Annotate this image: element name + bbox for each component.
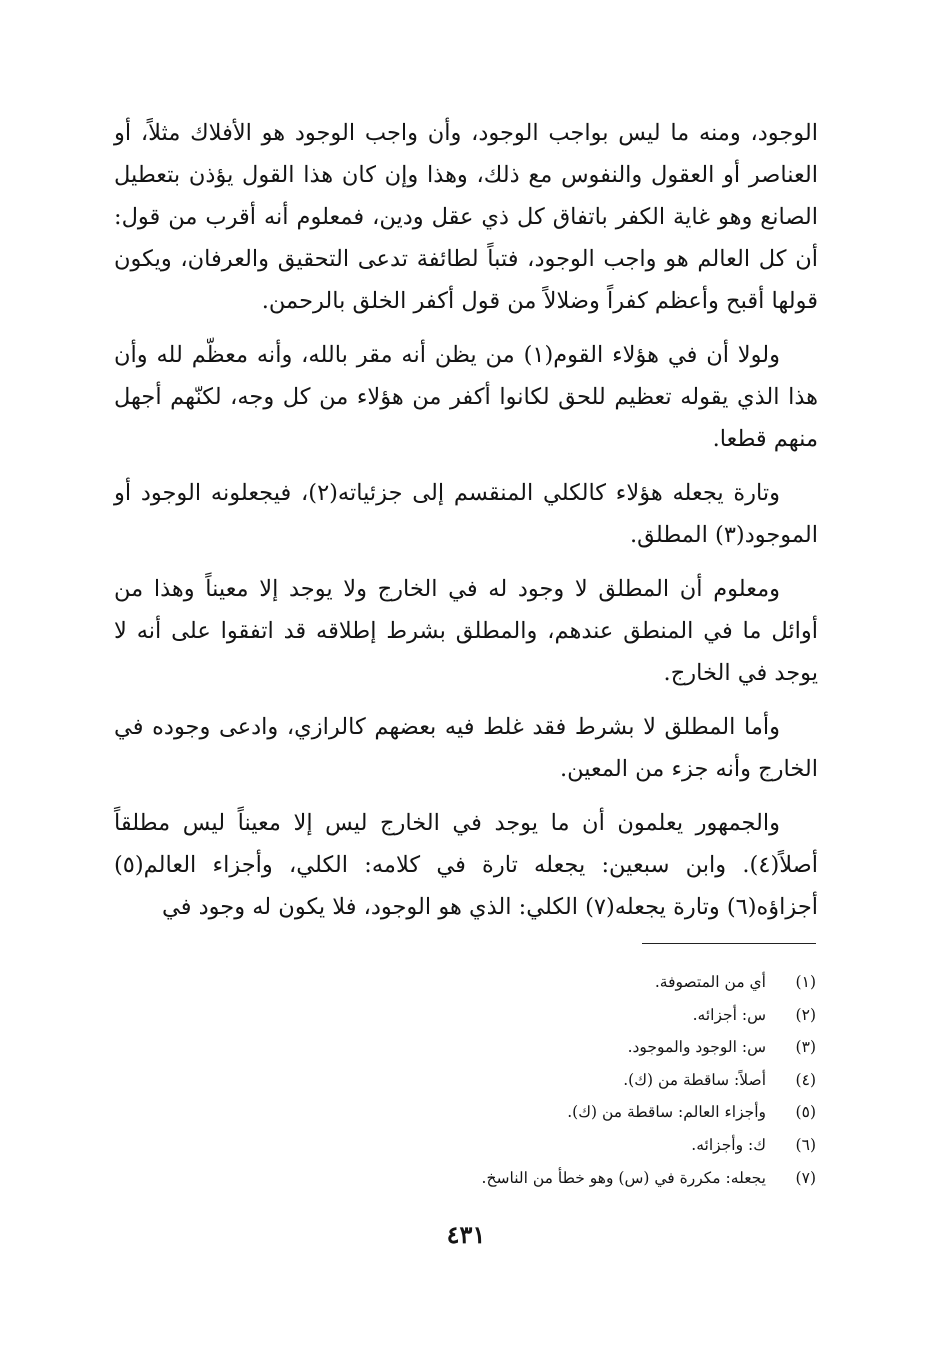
footnote-number: (٣)	[795, 1038, 816, 1057]
footnote-item	[256, 966, 816, 999]
paragraph-5: وأما المطلق لا بشرط فقد غلط فيه بعضهم كالرازي، وادعى وجوده في الخارج وأنه جزء من المعين.	[114, 714, 818, 782]
footnote-item	[256, 1031, 816, 1064]
paragraph-1: الوجود، ومنه ما ليس بواجب الوجود، وأن واجب الوجود هو الأفلاك مثلاً، أو العناصر أو العقول والنفوس مع ذلك، وهذا وإن كان هذا القول يؤذن بتعطيل الصانع وهو غاية الكفر باتفاق كل ذي عقل ودين، فمعلوم أنه أقرب من قول: أن كل العالم هو واجب الوجود، فتباً لطائفة تدعى التحقيق والعرفان، ويكون قولها أقبح وأعظم كفراً وضلالاً من قول أكفر الخلق بالرحمن.	[114, 120, 818, 314]
paragraph-6: والجمهور يعلمون أن ما يوجد في الخارج ليس إلا معيناً ليس مطلقاً أصلاً(٤). وابن سبعين: يجعله تارة في كلامه: الكلي، وأجزاء العالم(٥) أجزاؤه(٦) وتارة يجعله(٧) الكلي: الذي هو الوجود، فلا يكون له وجود في	[114, 810, 818, 920]
footnote-text: أصلاً: ساقطة من (ك).	[623, 1070, 766, 1089]
footnote-text: يجعله: مكررة في (س) وهو خطأ من الناسخ.	[481, 1168, 766, 1187]
footnote-item	[256, 1096, 816, 1129]
footnote-number: (٦)	[795, 1135, 816, 1154]
footnote-item	[256, 999, 816, 1032]
footnote-item	[256, 1129, 816, 1162]
footnote-number: (٥)	[795, 1103, 816, 1122]
footnote-number: (١)	[795, 973, 816, 991]
footnote-number: (٤)	[795, 1070, 816, 1089]
footnote-divider	[642, 943, 816, 944]
footnote-text: س: الوجود والموجود.	[627, 1038, 766, 1057]
footnote-number: (٢)	[795, 1005, 816, 1024]
footnote-item	[256, 1064, 816, 1097]
footnote-text: أي من المتصوفة.	[654, 973, 766, 991]
footnote-text: ك: وأجزائه.	[691, 1135, 766, 1154]
paragraph-4: ومعلوم أن المطلق لا وجود له في الخارج ولا يوجد إلا معيناً وهذا من أوائل ما في المنطق عندهم، والمطلق بشرط إطلاقه قد اتفقوا على أنه لا يوجد في الخارج.	[114, 576, 818, 686]
footnote-text: وأجزاء العالم: ساقطة من (ك).	[567, 1103, 766, 1122]
footnotes	[256, 966, 816, 1194]
page-number: ٤٣١	[446, 1220, 486, 1249]
paragraph-2: ولولا أن في هؤلاء القوم(١) من يظن أنه مقر بالله، وأنه معظّم لله وأن هذا الذي يقوله تعظيم للحق لكانوا أكفر من هؤلاء من كل وجه، لكنّهم أجهل منهم قطعا.	[114, 342, 818, 452]
footnote-item	[256, 1162, 816, 1195]
main-text	[114, 112, 818, 940]
footnote-number: (٧)	[795, 1168, 816, 1187]
footnote-text: س: أجزائه.	[692, 1005, 766, 1024]
paragraph-3: وتارة يجعله هؤلاء كالكلي المنقسم إلى جزئياته(٢)، فيجعلونه الوجود أو الموجود(٣) المطلق.	[114, 480, 818, 548]
